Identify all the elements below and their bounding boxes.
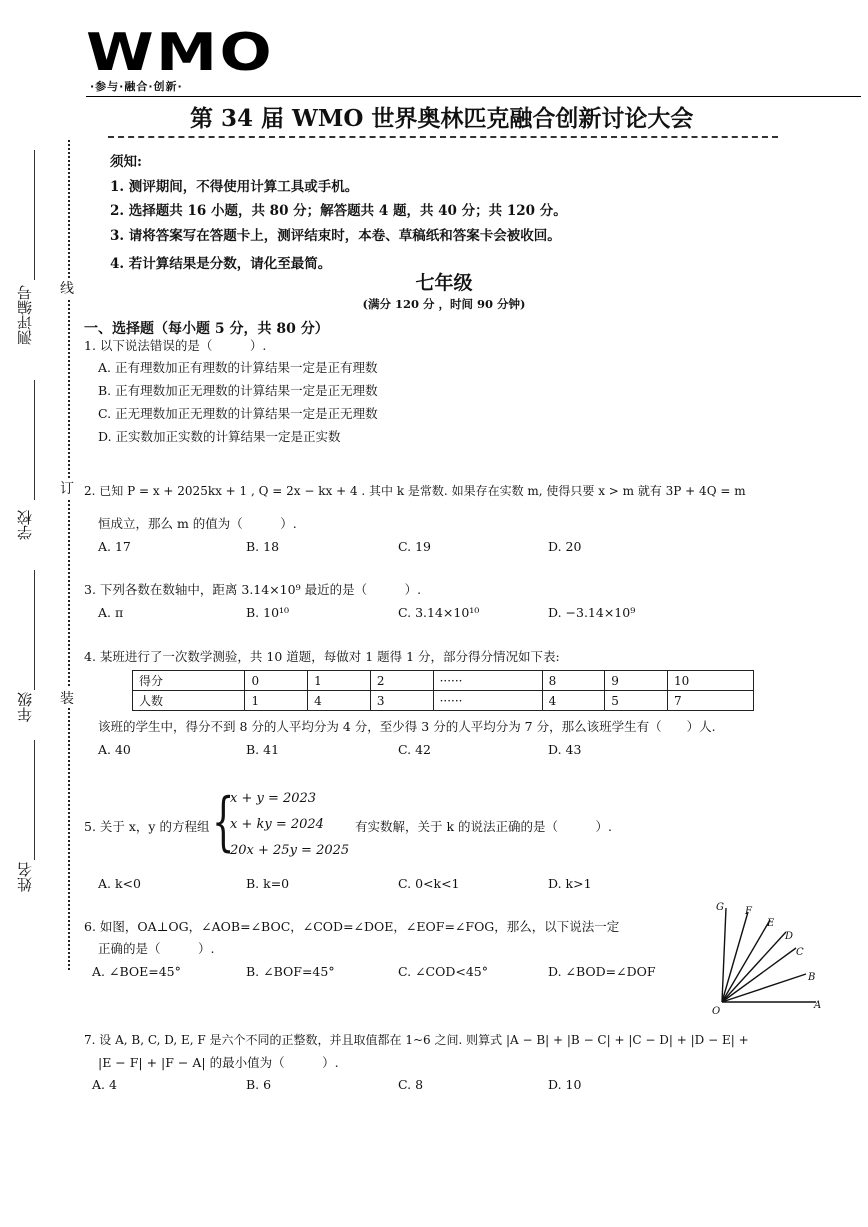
q1-stem: 1. 以下说法错误的是（ ）. xyxy=(84,338,267,353)
q5-stem: 5. 关于 x，y 的方程组 xyxy=(84,819,210,834)
table-row xyxy=(133,691,754,711)
q4-stem: 4. 某班进行了一次数学测验，共 10 道题，每做对 1 题得 1 分，部分得分情况如下表: xyxy=(84,649,560,664)
q4-option-d: D. 43 xyxy=(548,742,582,757)
q5-option-a: A. k<0 xyxy=(98,876,141,891)
label-g: G xyxy=(716,902,724,913)
table-cell: 1 xyxy=(245,691,308,711)
notice-heading: 须知: xyxy=(110,154,142,170)
system-brace: { xyxy=(212,785,235,859)
binding-dotted-line xyxy=(68,140,70,970)
equation-system xyxy=(230,786,349,864)
binding-char-ding: 订 xyxy=(60,478,74,498)
q5-option-c: C. 0<k<1 xyxy=(398,876,460,891)
q7-option-d: D. 10 xyxy=(548,1077,582,1092)
wmo-logo xyxy=(86,23,274,94)
label-e: E xyxy=(767,918,775,929)
table-cell: 7 xyxy=(668,691,754,711)
q4-option-a: A. 40 xyxy=(98,742,131,757)
label-c: C xyxy=(796,947,804,958)
q1-option-c: C. 正无理数加正无理数的计算结果一定是正无理数 xyxy=(98,406,378,421)
score-table xyxy=(132,670,754,711)
table-cell: 1 xyxy=(308,671,371,691)
q7-option-a: A. 4 xyxy=(92,1077,117,1092)
grade-title: 七年级 xyxy=(415,272,473,294)
q6-option-d: D. ∠BOD=∠DOF xyxy=(548,964,656,979)
table-cell: 10 xyxy=(668,671,754,691)
q1-option-a: A. 正有理数加正有理数的计算结果一定是正有理数 xyxy=(98,360,378,375)
q5-option-d: D. k>1 xyxy=(548,876,592,891)
header-rule xyxy=(86,96,861,97)
grade-write-line xyxy=(34,570,35,690)
q6-option-b: B. ∠BOF=45° xyxy=(246,964,335,979)
label-grade: 年级 xyxy=(16,692,34,722)
q2-option-c: C. 19 xyxy=(398,539,431,554)
q3-option-b: B. 10¹⁰ xyxy=(246,605,290,620)
q7-stem: 7. 设 A, B, C, D, E, F 是六个不同的正整数，并且取值都在 1~6 之间. 则算式 |A − B| + |B − C| + |C − D| + |D − E| + xyxy=(84,1033,749,1047)
q2-option-a: A. 17 xyxy=(98,539,131,554)
table-cell: 0 xyxy=(245,671,308,691)
ray-oe xyxy=(722,920,770,1002)
dashed-divider xyxy=(108,136,778,138)
q3-stem: 3. 下列各数在数轴中，距离 3.14×10⁹ 最近的是（ ）. xyxy=(84,582,422,597)
table-cell: 4 xyxy=(308,691,371,711)
logo-slogan: ·参与·融合·创新· xyxy=(90,80,183,93)
q4-option-c: C. 42 xyxy=(398,742,431,757)
q3-option-d: D. −3.14×10⁹ xyxy=(548,605,636,620)
label-f: F xyxy=(745,906,752,917)
q6-option-c: C. ∠COD<45° xyxy=(398,964,489,979)
q5-stem-continued: 有实数解，关于 k 的说法正确的是（ ）. xyxy=(355,819,612,834)
name-write-line xyxy=(34,740,35,860)
logo-text: WMO xyxy=(86,23,274,83)
q5-option-b: B. k=0 xyxy=(246,876,290,891)
page-title: 第 34 届 WMO 世界奥林匹克融合创新讨论大会 xyxy=(190,105,694,132)
table-row xyxy=(133,671,754,691)
q6-stem-continued: 正确的是（ ）. xyxy=(98,941,215,956)
label-school: 学校 xyxy=(16,510,34,540)
equation: x + ky = 2024 xyxy=(230,817,324,832)
q4-stem-continued: 该班的学生中，得分不到 8 分的人平均分为 4 分，至少得 3 分的人平均分为 7 分，那么该班学生有（ ）人. xyxy=(98,719,716,734)
notice-item: 1. 测评期间，不得使用计算工具或手机。 xyxy=(110,178,359,195)
binding-char-xian: 线 xyxy=(60,278,74,298)
label-a: A xyxy=(814,1000,822,1011)
q2-stem: 2. 已知 P = x + 2025kx + 1 , Q = 2x − kx + 4 . 其中 k 是常数. 如果存在实数 m, 使得只要 x > m 就有 3P + 4Q = m xyxy=(84,484,746,498)
table-cell: 人数 xyxy=(133,691,245,711)
equation: 20x + 25y = 2025 xyxy=(230,843,350,858)
label-exam-id: 测评编号 xyxy=(16,285,34,345)
id-write-line xyxy=(34,150,35,280)
label-d: D xyxy=(785,931,794,942)
angle-figure xyxy=(712,898,828,1018)
binding-char-zhuang: 装 xyxy=(60,688,74,708)
q7-option-b: B. 6 xyxy=(246,1077,272,1092)
equation: x + y = 2023 xyxy=(230,791,317,806)
notice-item: 4. 若计算结果是分数，请化至最简。 xyxy=(110,256,332,272)
table-cell: 4 xyxy=(542,691,605,711)
school-write-line xyxy=(34,380,35,500)
table-cell: 2 xyxy=(370,671,433,691)
q2-stem-continued: 恒成立，那么 m 的值为（ ）. xyxy=(98,516,297,531)
label-o: O xyxy=(712,1006,721,1017)
q2-option-b: B. 18 xyxy=(246,539,280,554)
q1-option-d: D. 正实数加正实数的计算结果一定是正实数 xyxy=(98,429,341,444)
grade-subtitle: (满分 120 分 ，时间 90 分钟) xyxy=(362,297,526,311)
table-cell: ······ xyxy=(433,671,542,691)
q2-option-d: D. 20 xyxy=(548,539,582,554)
q3-option-a: A. π xyxy=(98,605,124,620)
q7-option-c: C. 8 xyxy=(398,1077,424,1092)
table-cell: ······ xyxy=(433,691,542,711)
section-title: 一、选择题（每小题 5 分，共 80 分） xyxy=(84,321,329,337)
ray-oc xyxy=(722,948,796,1002)
notice-block xyxy=(110,150,567,277)
table-cell: 9 xyxy=(605,671,668,691)
q3-option-c: C. 3.14×10¹⁰ xyxy=(398,605,480,620)
notice-item: 2. 选择题共 16 小题，共 80 分；解答题共 4 题，共 40 分；共 120 分。 xyxy=(110,203,567,219)
table-cell: 8 xyxy=(542,671,605,691)
table-cell: 3 xyxy=(370,691,433,711)
table-cell: 得分 xyxy=(133,671,245,691)
label-b: B xyxy=(808,972,816,983)
q1-option-b: B. 正有理数加正无理数的计算结果一定是正无理数 xyxy=(98,383,378,398)
table-cell: 5 xyxy=(605,691,668,711)
q6-option-a: A. ∠BOE=45° xyxy=(92,964,181,979)
q6-stem: 6. 如图，OA⊥OG，∠AOB=∠BOC，∠COD=∠DOE，∠EOF=∠FOG，那么，以下说法一定 xyxy=(84,919,620,934)
label-name: 姓名 xyxy=(16,862,34,892)
q4-option-b: B. 41 xyxy=(246,742,280,757)
q7-stem-continued: |E − F| + |F − A| 的最小值为（ ）. xyxy=(98,1055,339,1070)
notice-item: 3. 请将答案写在答题卡上，测评结束时，本卷、草稿纸和答案卡会被收回。 xyxy=(110,227,561,244)
